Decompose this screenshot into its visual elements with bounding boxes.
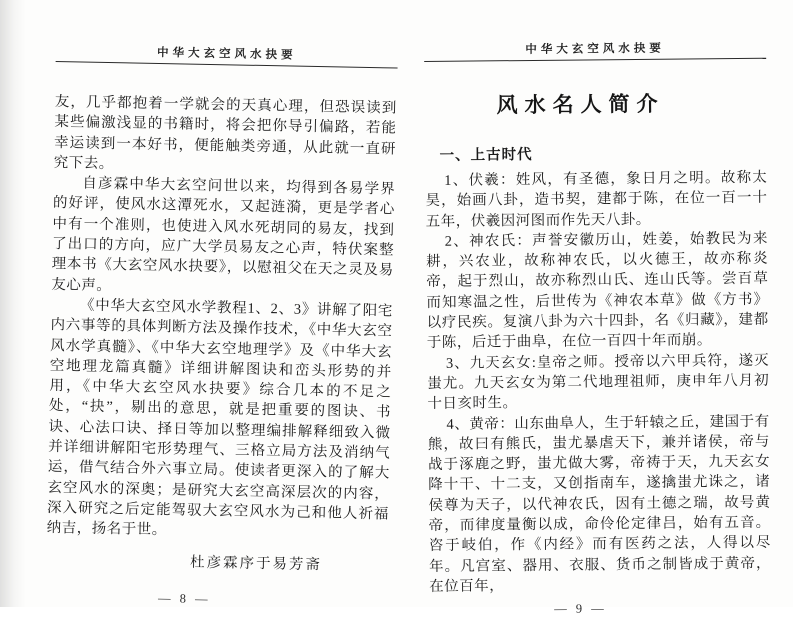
running-header-right: 中华大玄空风水抉要 (525, 42, 665, 57)
paragraph-fuxi: 1、伏羲：姓风，有圣德，象日月之明。故称太昊，始画八卦，造书契，建都于陈，在位一百一十五年，伏羲因河图而作先天八卦。 (425, 169, 768, 230)
paragraph: 友，几乎都抱着一学就会的天真心理，但恐误读到某些偏激浅显的书籍时，将会把你导引偏路，若能幸运读到一本好书，便能触类旁通，从此就一直研究下去。 (53, 93, 397, 173)
chapter-title: 风水名人简介 (496, 91, 665, 118)
section-heading: 一、上古时代 (439, 146, 533, 164)
scan-edge-shadow (0, 0, 26, 607)
right-page (424, 39, 772, 618)
page-number-left: — 8 — (157, 590, 211, 606)
paragraph-jiutian-xuannv: 3、九天玄女:皇帝之师。授帝以六甲兵符，遂灭蚩尤。九天玄女为第二代地理祖师，庚申年八月初十日亥时生。 (427, 352, 770, 413)
right-page-body (425, 168, 771, 597)
paragraph: 自彦霖中华大玄空问世以来，均得到各易学界的好评，使风水这潭死水，又起涟漪，更是学者心中有一个准则，也使进入风水死胡同的易友，找到了出口的方向，应广大学员易友之心声，特伏案整理本书《大玄空风水抉要》，以慰祖父在天之灵及易友心声。 (51, 175, 396, 294)
preface-signature: 杜彦霖序于易芳斋 (189, 554, 323, 573)
page-number-right: — 9 — (554, 601, 607, 617)
left-page (45, 42, 398, 610)
left-page-body (46, 92, 397, 545)
paragraph-huangdi: 4、黄帝：山东曲阜人，生于轩辕之丘，建国于有熊，故曰有熊氏，蚩尤暴虐天下，兼并诸侯，帝与战于涿鹿之野，蚩尤做大雾，帝祷于天，九天玄女降十干、十二支，又创指南车，遂擒蚩尤诛之，诸侯尊为天子，以代神农氏，因有土德之瑞，故号黄帝，而律度量衡以成，命伶伦定律吕，始有五音。咨于岐伯，作《内经》而有医药之法，人得以尽年。凡宫室、器用、衣服、货币之制皆成于黄帝，在位百年， (427, 413, 772, 595)
running-header-left: 中华大玄空风水抉要 (156, 46, 297, 62)
paragraph-shennong: 2、神农氏：声誉安徽历山，姓姜，始教民为来耕，兴农业，故称神农氏，以火德王，故亦称炎帝，起于烈山，故亦称烈山氏、连山氏等。尝百草而知寒温之性，后世传为《神农本草》做《方书》以疗民疾。复演八卦为六十四卦，名《归藏》，建都于陈，后迁于曲阜，在位一百四十年而崩。 (426, 230, 769, 352)
paragraph: 《中华大玄空风水学教程1、2、3》讲解了阳宅内六事等的具体判断方法及操作技术，《中华大玄空风水学真髓》、《中华大玄空地理学》及《中华大玄空地理龙篇真髓》详细讲解图诀和峦头形势的并用，《中华大玄空风水抉要》综合几本的不足之处，“抉”，剔出的意思，就是把重要的图诀、书诀、心法口诀、择日等加以整理编排解释细致入微并详细讲解阳宅形势理气、三格立局方法及消纳气运，借气结合外六事立局。使读者更深入的了解大玄空风水的深奥；是研究大玄空高深层次的内容，深入研究之后定能驾驭大玄空风水为己和他人祈福纳吉，扬名于世。 (46, 297, 394, 539)
